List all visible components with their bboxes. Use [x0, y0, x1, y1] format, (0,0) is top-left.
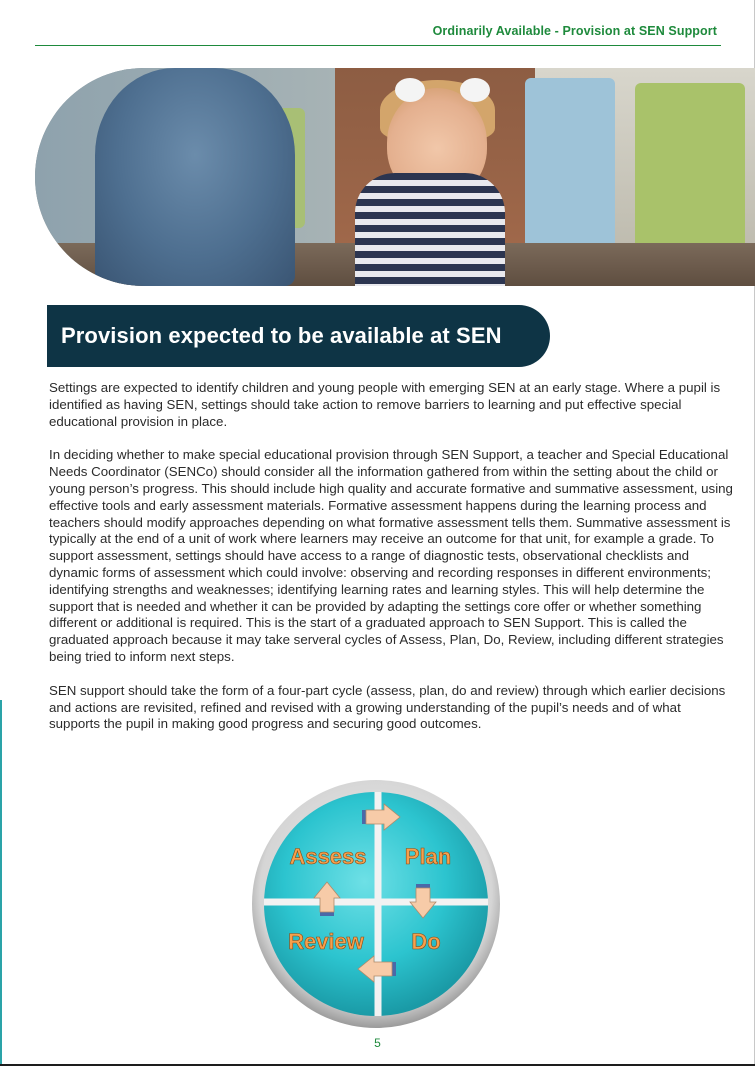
section-title-band: [47, 305, 550, 367]
page-edge-left: [0, 700, 2, 1066]
label-do: Do: [411, 929, 441, 954]
page-number: 5: [374, 1036, 381, 1050]
paragraph-cycle: SEN support should take the form of a four-part cycle (assess, plan, do and review) through which earlier decisions and actions are revisited, refined and revised with a growing understanding of the pupil’s needs and of what supports the pupil in making good progress and securing good outcomes.: [49, 682, 726, 732]
paragraph-intro: Settings are expected to identify children and young people with emerging SEN at an early stage. Where a pupil is identified as having SEN, settings should take action to remove barriers to learning and put effective special educational provision in place.: [49, 380, 721, 429]
label-assess: Assess: [289, 844, 367, 869]
header-rule: [35, 45, 721, 46]
section-title: Provision expected to be available at SEN: [61, 323, 502, 348]
hero-photo: [35, 68, 755, 286]
running-header: Ordinarily Available - Provision at SEN Support: [432, 24, 717, 38]
label-review: Review: [288, 929, 364, 954]
label-plan: Plan: [404, 844, 452, 869]
body-text: [49, 380, 733, 750]
paragraph-assessment: In deciding whether to make special educational provision through SEN Support, a teacher and Special Educational Needs Coordinator (SENCo) should consider all the information gathered from within the setting about the child or young person’s progress. This should include high quality and accurate formative and summative assessment, using effective tools and early assessment materials. Formative assessment happens during the learning process and teachers should modify approaches depending on what formative assessment tells them. Summative assessment is typically at the end of a unit of work where learners may receive an outcome for that unit, for example a grade. To support assessment, settings should have access to a range of diagnostic tests, observational checklists and dynamic forms of assessment which could involve: observing and recording responses in different environments; identifying strengths and weaknesses; identifying learning rates and learning styles. This will help determine the support that is needed and whether it can be provided by adapting the settings core offer or whether something different or additional is required. This is the start of a graduated approach to SEN Support. This is called the graduated approach because it may take serveral cycles of Assess, Plan, Do, Review, including different strategies being tried to inform next steps.: [49, 447, 733, 664]
assess-plan-do-review-diagram: [250, 778, 502, 1030]
